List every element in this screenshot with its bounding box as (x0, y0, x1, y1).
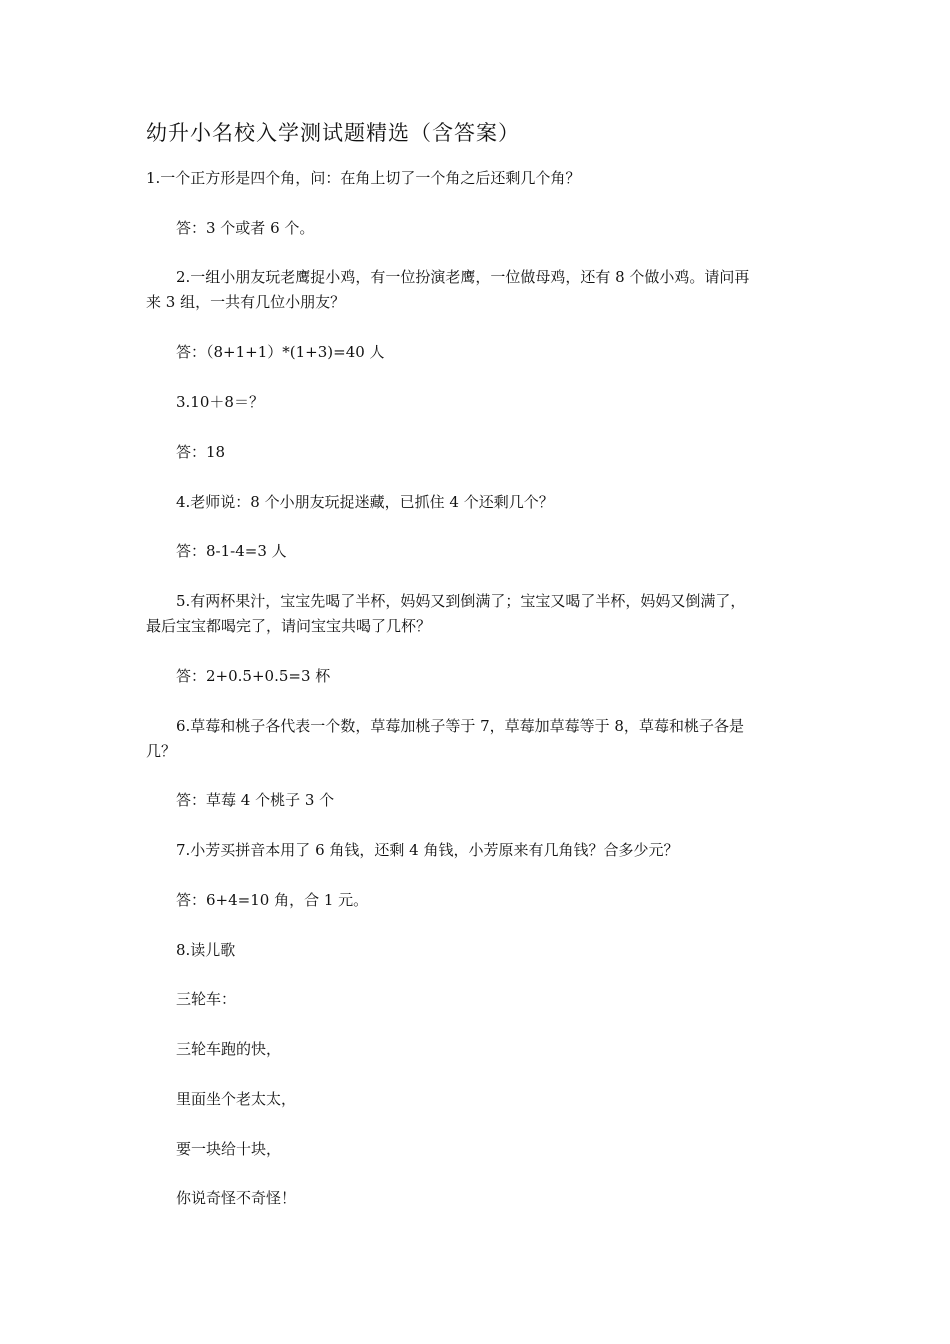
question-1: 1.一个正方形是四个角，问：在角上切了一个角之后还剩几个角？ (146, 169, 581, 187)
poem-line-4: 你说奇怪不奇怪！ (176, 1189, 297, 1207)
poem-title: 三轮车： (176, 990, 237, 1008)
answer-7: 答：6+4=10 角，合 1 元。 (176, 891, 369, 909)
question-3: 3.10＋8＝？ (176, 393, 264, 411)
question-4: 4.老师说：8 个小朋友玩捉迷藏，已抓住 4 个还剩几个？ (176, 493, 554, 511)
answer-6: 答：草莓 4 个桃子 3 个 (176, 791, 335, 809)
question-7: 7.小芳买拼音本用了 6 角钱，还剩 4 角钱，小芳原来有几角钱？合多少元？ (176, 841, 679, 859)
poem-line-2: 里面坐个老太太， (176, 1090, 297, 1108)
poem-line-1: 三轮车跑的快， (176, 1040, 282, 1058)
document-title: 幼升小名校入学测试题精选（含答案） (146, 121, 520, 145)
question-6-line-2: 几？ (146, 742, 177, 760)
answer-1: 答：3 个或者 6 个。 (176, 219, 315, 237)
answer-5: 答：2+0.5+0.5=3 杯 (176, 667, 331, 685)
answer-2: 答：（8+1+1）*(1+3)=40 人 (176, 343, 385, 361)
poem-line-3: 要一块给十块， (176, 1140, 282, 1158)
question-8: 8.读儿歌 (176, 941, 236, 959)
answer-3: 答：18 (176, 443, 226, 461)
question-2-line-1: 2.一组小朋友玩老鹰捉小鸡，有一位扮演老鹰，一位做母鸡，还有 8 个做小鸡。请问再 (176, 268, 750, 286)
answer-4: 答：8-1-4=3 人 (176, 542, 287, 560)
question-5-line-2: 最后宝宝都喝完了，请问宝宝共喝了几杯？ (146, 617, 432, 635)
question-2-line-2: 来 3 组，一共有几位小朋友？ (146, 293, 346, 311)
question-6-line-1: 6.草莓和桃子各代表一个数，草莓加桃子等于 7，草莓加草莓等于 8，草莓和桃子各是 (176, 717, 744, 735)
question-5-line-1: 5.有两杯果汁，宝宝先喝了半杯，妈妈又到倒满了；宝宝又喝了半杯，妈妈又倒满了， (176, 592, 746, 610)
